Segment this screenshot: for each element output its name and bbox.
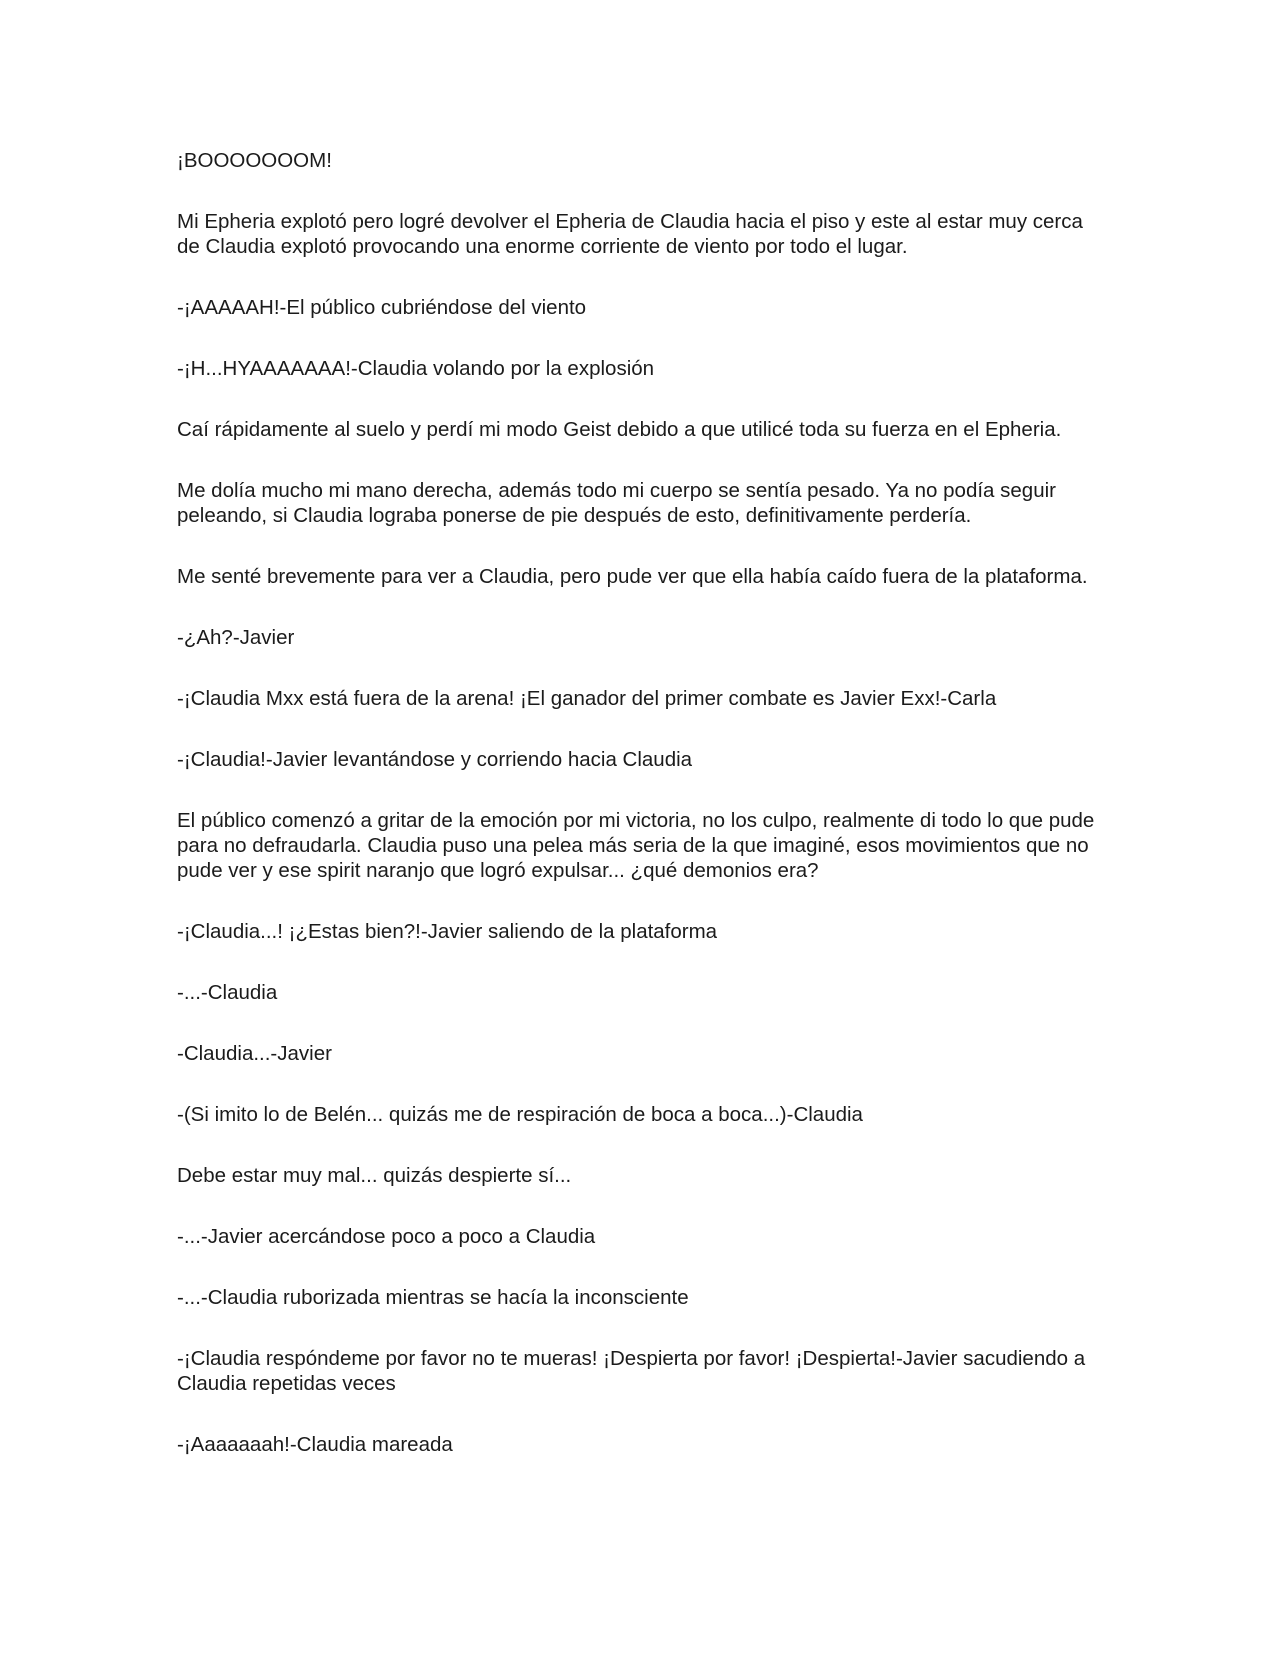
paragraph-12: -¡Claudia...! ¡¿Estas bien?!-Javier saliendo de la plataforma [177,920,718,943]
paragraph-5: Caí rápidamente al suelo y perdí mi modo Geist debido a que utilicé toda su fuerza en el Epheria. [177,418,1062,441]
paragraph-6: Me dolía mucho mi mano derecha, además todo mi cuerpo se sentía pesado. Ya no podía seguir peleando, si Claudia lograba ponerse de pie después de esto, definitivamente perdería. [177,479,1056,527]
paragraph-13: -...-Claudia [177,981,278,1004]
paragraph-2: Mi Epheria explotó pero logré devolver el Epheria de Claudia hacia el piso y este al estar muy cerca de Claudia explotó provocando una enorme corriente de viento por todo el lugar. [177,210,1083,258]
paragraph-17: -...-Javier acercándose poco a poco a Claudia [177,1225,596,1248]
paragraph-15: -(Si imito lo de Belén... quizás me de respiración de boca a boca...)-Claudia [177,1103,863,1126]
paragraph-20: -¡Aaaaaaah!-Claudia mareada [177,1433,453,1456]
paragraph-18: -...-Claudia ruborizada mientras se hacía la inconsciente [177,1286,689,1309]
paragraph-8: -¿Ah?-Javier [177,626,295,649]
paragraph-10: -¡Claudia!-Javier levantándose y corriendo hacia Claudia [177,748,693,771]
paragraph-3: -¡AAAAAH!-El público cubriéndose del viento [177,296,587,319]
paragraph-14: -Claudia...-Javier [177,1042,332,1065]
paragraph-9: -¡Claudia Mxx está fuera de la arena! ¡El ganador del primer combate es Javier Exx!-Carla [177,687,997,710]
paragraph-7: Me senté brevemente para ver a Claudia, pero pude ver que ella había caído fuera de la plataforma. [177,565,1088,588]
paragraph-11: El público comenzó a gritar de la emoción por mi victoria, no los culpo, realmente di todo lo que pude para no defraudarla. Claudia puso una pelea más seria de la que imaginé, esos movimientos que no pude ver y ese spirit naranjo que logró expulsar... ¿qué demonios era? [177,809,1095,882]
paragraph-16: Debe estar muy mal... quizás despierte sí... [177,1164,572,1187]
paragraph-1: ¡BOOOOOOOM! [177,149,332,172]
paragraph-19: -¡Claudia respóndeme por favor no te mueras! ¡Despierta por favor! ¡Despierta!-Javier sacudiendo a Claudia repetidas veces [177,1347,1086,1395]
document-body [177,148,1097,1493]
paragraph-4: -¡H...HYAAAAAAA!-Claudia volando por la explosión [177,357,655,380]
